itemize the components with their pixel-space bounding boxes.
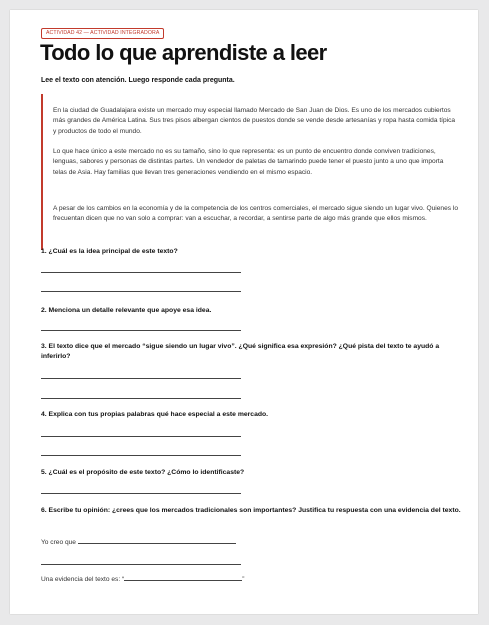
opinion-blank[interactable] xyxy=(78,536,236,544)
page-title: Todo lo que aprendiste a leer xyxy=(40,40,327,65)
opinion-prefix: Yo creo que xyxy=(41,539,76,546)
answer-line-1b[interactable] xyxy=(41,291,241,292)
evidence-prefix: Una evidencia del texto es: “ xyxy=(41,576,125,583)
opinion-answer xyxy=(41,536,236,547)
answer-line-2a[interactable] xyxy=(41,330,241,331)
question-1: 1. ¿Cuál es la idea principal de este texto? xyxy=(41,248,178,255)
answer-line-4b[interactable] xyxy=(41,455,241,456)
question-5: 5. ¿Cuál es el propósito de este texto? ¿Cómo lo identificaste? xyxy=(41,469,245,476)
answer-line-6a[interactable] xyxy=(41,564,241,565)
activity-tag: ACTIVIDAD 42 — ACTIVIDAD INTEGRADORA xyxy=(41,28,164,39)
reading-paragraph: En la ciudad de Guadalajara existe un mercado muy especial llamado Mercado de San Juan de Dios. Es uno de los mercados cubiertos más grandes de América Latina. Sus tres pisos albergan cientos de puestos donde se vende desde artesanías y ropa hasta comida típica y productos de todo el mundo. xyxy=(53,107,456,135)
question-3: 3. El texto dice que el mercado “sigue siendo un lugar vivo”. ¿Qué significa esa expresión? ¿Qué pista del texto te ayudó a inferirlo? xyxy=(41,343,440,360)
answer-line-4a[interactable] xyxy=(41,436,241,437)
evidence-blank[interactable] xyxy=(124,573,245,583)
reading-paragraph: Lo que hace único a este mercado no es su tamaño, sino lo que representa: es un punto de encuentro donde conviven tradiciones, lenguas, sabores y personas de distintas partes. Un vendedor de paletas de tamarindo puede tener el puesto junto a uno que importa telas de Asia. Hay familias que llevan tres generaciones vendiendo en el mismo espacio. xyxy=(53,148,444,176)
reading-paragraph: A pesar de los cambios en la economía y de la competencia de los centros comerciales, el mercado sigue siendo un lugar vivo. Quienes lo frecuentan dicen que no van solo a comprar: van a escuchar, a recordar, a sentirse parte de algo más grande que ellos mismos. xyxy=(53,205,459,223)
evidence-answer xyxy=(41,573,244,584)
answer-line-3b[interactable] xyxy=(41,398,241,399)
question-6: 6. Escribe tu opinión: ¿crees que los mercados tradicionales son importantes? Justifica tu respuesta con una evidencia del texto. xyxy=(41,507,461,514)
answer-line-1a[interactable] xyxy=(41,272,241,273)
answer-line-3a[interactable] xyxy=(41,378,241,379)
evidence-suffix: ” xyxy=(242,576,245,583)
question-2: 2. Menciona un detalle relevante que apoye esa idea. xyxy=(41,307,212,314)
answer-line-5a[interactable] xyxy=(41,493,241,494)
instructions: Lee el texto con atención. Luego responde cada pregunta. xyxy=(41,77,235,84)
reading-passage xyxy=(41,94,461,250)
worksheet-page xyxy=(10,10,478,614)
question-4: 4. Explica con tus propias palabras qué hace especial a este mercado. xyxy=(41,411,269,418)
